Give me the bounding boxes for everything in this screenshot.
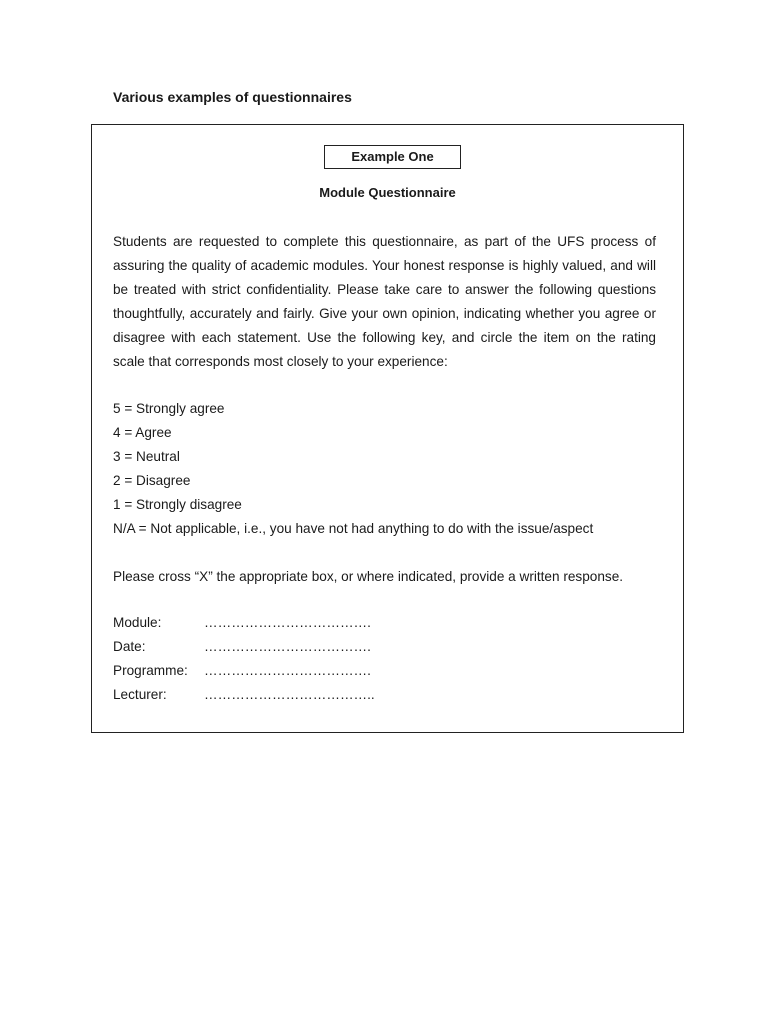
date-field	[113, 635, 375, 659]
rating-key-item: N/A = Not applicable, i.e., you have not had anything to do with the issue/aspect	[113, 521, 594, 536]
lecturer-blank[interactable]: ………………………………..	[204, 687, 375, 702]
date-blank[interactable]: ……………………………….	[204, 639, 371, 654]
programme-field	[113, 659, 375, 683]
module-blank[interactable]: ……………………………….	[204, 615, 371, 630]
instruction-text: Please cross “X” the appropriate box, or where indicated, provide a written response.	[113, 569, 624, 584]
rating-key-list	[113, 397, 593, 541]
field-label: Programme:	[113, 663, 188, 678]
field-label: Date:	[113, 639, 146, 654]
field-label: Module:	[113, 615, 162, 630]
programme-blank[interactable]: ……………………………….	[204, 663, 371, 678]
rating-key-item: 5 = Strongly agree	[113, 401, 225, 416]
page-heading: Various examples of questionnaires	[113, 89, 352, 105]
rating-key-item: 2 = Disagree	[113, 473, 191, 488]
questionnaire-title: Module Questionnaire	[319, 185, 456, 200]
questionnaire-frame	[91, 124, 684, 733]
intro-paragraph: Students are requested to complete this questionnaire, as part of the UFS process of assuring the quality of academic modules. Your honest response is highly valued, and will be treated with strict confidentiality. Please take care to answer the following questions thoughtfully, accurately and fairly. Give your own opinion, indicating whether you agree or disagree with each statement. Use the following key, and circle the item on the rating scale that corresponds most closely to your experience:	[113, 234, 656, 369]
rating-key-item: 4 = Agree	[113, 425, 172, 440]
info-fields	[113, 611, 375, 707]
module-field	[113, 611, 375, 635]
lecturer-field	[113, 683, 375, 707]
example-label-box: Example One	[324, 145, 461, 169]
rating-key-item: 1 = Strongly disagree	[113, 497, 242, 512]
field-label: Lecturer:	[113, 687, 167, 702]
rating-key-item: 3 = Neutral	[113, 449, 180, 464]
